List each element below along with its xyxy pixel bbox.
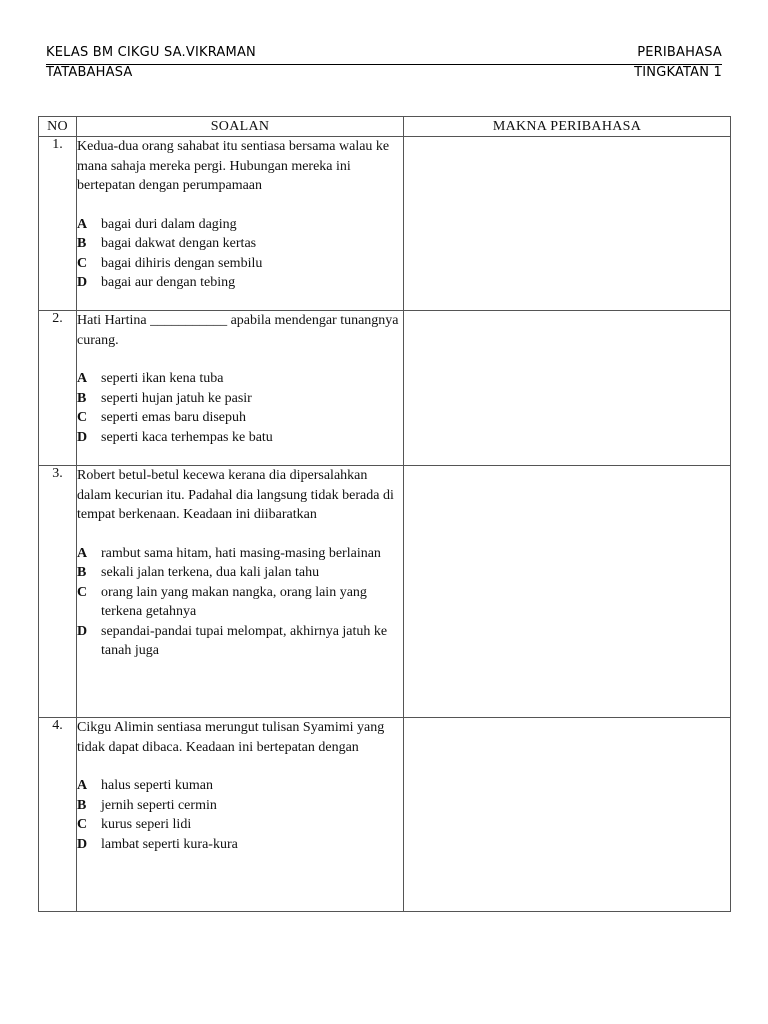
option-item <box>77 776 403 796</box>
option-letter: C <box>77 584 88 600</box>
option-text: kurus seperi lidi <box>101 817 192 832</box>
question-stem-after: apabila mendengar tunangnya curang. <box>77 313 399 348</box>
column-header-soalan: SOALAN <box>77 117 404 137</box>
option-letter: C <box>77 255 88 271</box>
question-number: 4. <box>39 718 77 912</box>
option-letter: A <box>77 778 88 793</box>
option-item <box>77 544 403 564</box>
option-item <box>77 815 403 835</box>
question-table <box>38 116 731 912</box>
option-letter: D <box>77 623 88 639</box>
question-stem: Robert betul-betul kecewa kerana dia dipersalahkan dalam kecurian itu. Padahal dia langsung tidak berada di tempat berkenaan. Keadaan ini diibaratkan <box>77 468 394 522</box>
table-row <box>39 311 731 466</box>
option-text: bagai dakwat dengan kertas <box>101 236 257 251</box>
option-item <box>77 563 403 583</box>
makna-answer-cell[interactable] <box>404 137 731 311</box>
option-letter: A <box>77 371 88 386</box>
option-item <box>77 254 403 274</box>
option-text: seperti hujan jatuh ke pasir <box>101 390 252 406</box>
option-text: bagai dihiris dengan sembilu <box>101 255 263 271</box>
question-stem: Kedua-dua orang sahabat itu sentiasa bersama walau ke mana sahaja mereka pergi. Hubungan mereka ini bertepatan dengan perumpamaan <box>77 139 390 193</box>
option-item <box>77 369 403 389</box>
table-row <box>39 137 731 311</box>
option-letter: B <box>77 236 87 251</box>
question-cell <box>77 466 404 718</box>
option-letter: D <box>77 429 88 445</box>
table-row <box>39 466 731 718</box>
question-number: 1. <box>39 137 77 311</box>
option-item <box>77 389 403 409</box>
question-number: 2. <box>39 311 77 466</box>
option-letter: C <box>77 817 88 832</box>
option-list <box>77 544 403 661</box>
question-cell <box>77 137 404 311</box>
option-text: rambut sama hitam, hati masing-masing berlainan <box>101 545 381 561</box>
header-line-2 <box>46 65 722 83</box>
question-stem: Cikgu Alimin sentiasa merungut tulisan Syamimi yang tidak dapat dibaca. Keadaan ini bertepatan dengan <box>77 720 385 755</box>
column-header-makna: MAKNA PERIBAHASA <box>404 117 731 137</box>
option-item <box>77 835 403 855</box>
option-text: seperti kaca terhempas ke batu <box>101 429 273 445</box>
table-row <box>39 718 731 912</box>
option-text: jernih seperti cermin <box>101 797 217 813</box>
option-item <box>77 796 403 816</box>
option-letter: D <box>77 275 88 290</box>
option-letter: A <box>77 216 88 232</box>
question-number: 3. <box>39 466 77 718</box>
option-text: sepandai-pandai tupai melompat, akhirnya jatuh ke tanah juga <box>101 623 388 658</box>
option-item <box>77 428 403 448</box>
option-item <box>77 273 403 293</box>
fill-in-blank: ___________ <box>150 313 228 328</box>
option-text: sekali jalan terkena, dua kali jalan tahu <box>101 565 320 580</box>
option-letter: B <box>77 797 87 813</box>
option-list <box>77 776 403 854</box>
option-letter: C <box>77 410 88 425</box>
level-title: TINGKATAN 1 <box>634 65 722 80</box>
question-stem <box>77 311 403 350</box>
option-letter: B <box>77 565 87 580</box>
option-letter: D <box>77 836 88 852</box>
makna-answer-cell[interactable] <box>404 718 731 912</box>
option-text: bagai duri dalam daging <box>101 216 237 232</box>
option-letter: B <box>77 390 87 406</box>
option-list <box>77 369 403 447</box>
header-line-1 <box>46 45 722 63</box>
option-text: seperti ikan kena tuba <box>101 371 224 386</box>
option-text: bagai aur dengan tebing <box>101 275 236 290</box>
option-list <box>77 215 403 293</box>
option-item <box>77 583 403 622</box>
option-text: seperti emas baru disepuh <box>101 410 247 425</box>
question-cell <box>77 718 404 912</box>
column-header-no: NO <box>39 117 77 137</box>
makna-answer-cell[interactable] <box>404 466 731 718</box>
option-item <box>77 408 403 428</box>
question-cell <box>77 311 404 466</box>
option-text: halus seperti kuman <box>101 778 213 793</box>
option-letter: A <box>77 545 88 561</box>
subject-title: TATABAHASA <box>46 65 133 80</box>
class-title: KELAS BM CIKGU SA.VIKRAMAN <box>46 45 256 60</box>
table-header-row <box>39 117 731 137</box>
question-stem-before: Hati Hartina <box>77 313 147 328</box>
topic-title: PERIBAHASA <box>637 45 722 60</box>
option-item <box>77 622 403 661</box>
option-text: orang lain yang makan nangka, orang lain yang terkena getahnya <box>101 584 367 619</box>
option-text: lambat seperti kura-kura <box>101 836 238 852</box>
option-item <box>77 215 403 235</box>
option-item <box>77 234 403 254</box>
makna-answer-cell[interactable] <box>404 311 731 466</box>
